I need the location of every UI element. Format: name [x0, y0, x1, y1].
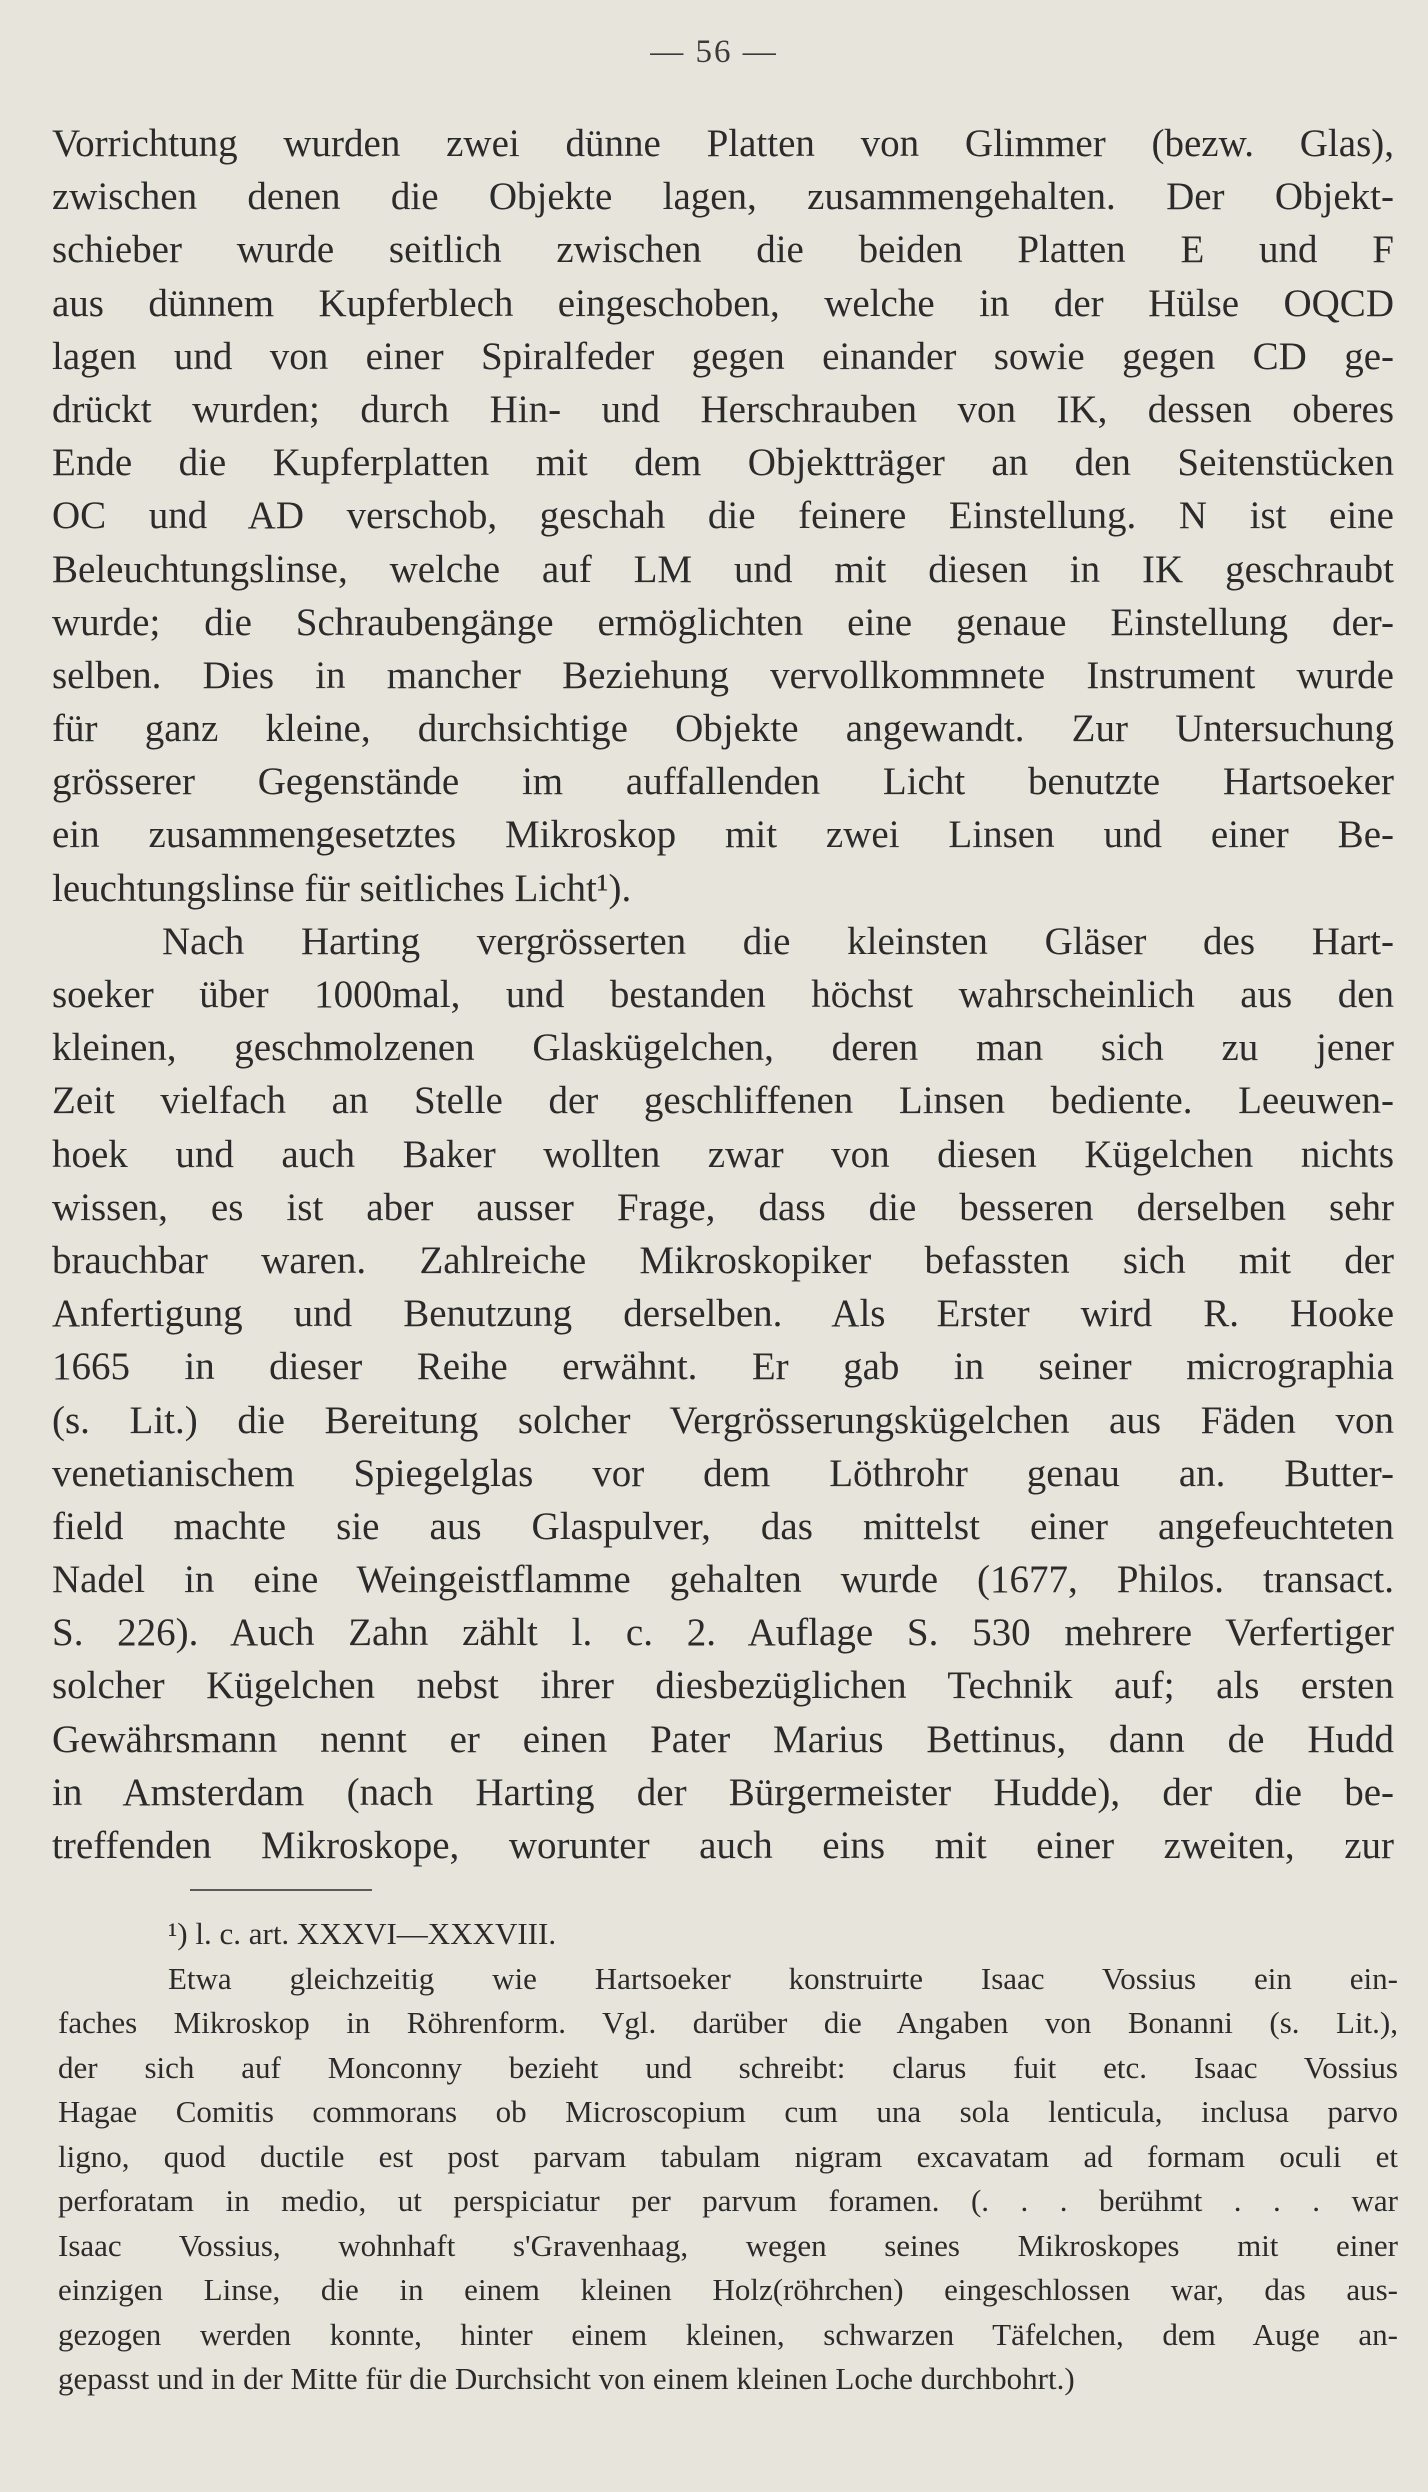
page-number: — 56 — [650, 34, 778, 70]
footnote-line: gepasst und in der Mitte für die Durchsicht von einem kleinen Loche durchbohrt.) [58, 2361, 1075, 2396]
text-line: wissen, es ist aber ausser Frage, dass die besseren derselben sehr [52, 1185, 1394, 1229]
text-line: Nadel in eine Weingeistflamme gehalten wurde (1677, Philos. transact. [52, 1558, 1394, 1602]
text-line: S. 226). Auch Zahn zählt l. c. 2. Auflage S. 530 mehrere Verfertiger [52, 1611, 1394, 1655]
text-line: Gewährsmann nennt er einen Pater Marius Bettinus, dann de Hudd [52, 1717, 1394, 1761]
text-line: solcher Kügelchen nebst ihrer diesbezüglichen Technik auf; als ersten [52, 1664, 1394, 1708]
text-line: Beleuchtungslinse, welche auf LM und mit diesen in IK geschraubt [52, 547, 1394, 591]
main-text-block [52, 117, 1394, 1872]
text-line: schieber wurde seitlich zwischen die beiden Platten E und F [52, 228, 1394, 272]
footnote-line: der sich auf Monconny bezieht und schreibt: clarus fuit etc. Isaac Vossius [58, 2049, 1398, 2085]
text-line: aus dünnem Kupferblech eingeschoben, welche in der Hülse OQCD [52, 281, 1394, 325]
text-line: hoek und auch Baker wollten zwar von diesen Kügelchen nichts [52, 1132, 1394, 1176]
text-line: lagen und von einer Spiralfeder gegen einander sowie gegen CD ge- [52, 334, 1394, 378]
text-line: ein zusammengesetztes Mikroskop mit zwei Linsen und einer Be- [52, 813, 1394, 857]
text-line: zwischen denen die Objekte lagen, zusammengehalten. Der Objekt- [52, 175, 1394, 219]
footnote-block [58, 1912, 1398, 2402]
text-line: 1665 in dieser Reihe erwähnt. Er gab in seiner micrographia [52, 1345, 1394, 1389]
text-line: kleinen, geschmolzenen Glaskügelchen, deren man sich zu jener [52, 1026, 1394, 1070]
text-line: drückt wurden; durch Hin- und Herschrauben von IK, dessen oberes [52, 387, 1394, 431]
text-line-paragraph-start: Nach Harting vergrösserten die kleinsten Gläser des Hart- [162, 919, 1394, 963]
text-line: treffenden Mikroskope, worunter auch eins mit einer zweiten, zur [52, 1824, 1394, 1867]
text-line: Zeit vielfach an Stelle der geschliffenen Linsen bediente. Leeuwen- [52, 1079, 1394, 1123]
text-line: Vorrichtung wurden zwei dünne Platten von Glimmer (bezw. Glas), [52, 122, 1394, 165]
text-line: Ende die Kupferplatten mit dem Objektträger an den Seitenstücken [52, 441, 1394, 485]
footnote-line: Hagae Comitis commorans ob Microscopium cum una sola lenticula, inclusa parvo [58, 2094, 1398, 2129]
text-line: für ganz kleine, durchsichtige Objekte angewandt. Zur Untersuchung [52, 707, 1394, 751]
text-line: selben. Dies in mancher Beziehung vervollkommnete Instrument wurde [52, 653, 1394, 697]
text-line: soeker über 1000mal, und bestanden höchst wahrscheinlich aus den [52, 973, 1394, 1016]
footnote-line: einzigen Linse, die in einem kleinen Holz(röhrchen) eingeschlossen war, das aus- [58, 2272, 1398, 2307]
footnote-line: Etwa gleichzeitig wie Hartsoeker konstruirte Isaac Vossius ein ein- [168, 1960, 1398, 1996]
text-line: (s. Lit.) die Bereitung solcher Vergrösserungskügelchen aus Fäden von [52, 1398, 1394, 1442]
text-line: wurde; die Schraubengänge ermöglichten eine genaue Einstellung der- [52, 600, 1394, 644]
text-line: in Amsterdam (nach Harting der Bürgermeister Hudde), der die be- [52, 1770, 1394, 1814]
text-line: Anfertigung und Benutzung derselben. Als Erster wird R. Hooke [52, 1292, 1394, 1336]
footnote-line: perforatam in medio, ut perspiciatur per parvum foramen. (. . . berühmt . . . war [58, 2183, 1398, 2218]
footnote-line: faches Mikroskop in Röhrenform. Vgl. darüber die Angaben von Bonanni (s. Lit.), [58, 2005, 1398, 2040]
text-line: venetianischem Spiegelglas vor dem Löthrohr genau an. Butter- [52, 1451, 1394, 1495]
footnote-line: Isaac Vossius, wohnhaft s'Gravenhaag, wegen seines Mikroskopes mit einer [58, 2227, 1398, 2263]
text-line: field machte sie aus Glaspulver, das mittelst einer angefeuchteten [52, 1504, 1394, 1548]
footnote-line: ligno, quod ductile est post parvam tabulam nigram excavatam ad formam oculi et [58, 2138, 1398, 2174]
text-line: grösserer Gegenstände im auffallenden Licht benutzte Hartsoeker [52, 760, 1394, 804]
text-line-paragraph-end: leuchtungslinse für seitliches Licht¹). [52, 866, 632, 910]
footnote-divider [190, 1889, 372, 1891]
text-line: brauchbar waren. Zahlreiche Mikroskopiker befassten sich mit der [52, 1238, 1394, 1282]
text-line: OC und AD verschob, geschah die feinere Einstellung. N ist eine [52, 494, 1394, 538]
footnote-line: gezogen werden konnte, hinter einem kleinen, schwarzen Täfelchen, dem Auge an- [58, 2316, 1398, 2352]
footnote-line: ¹) l. c. art. XXXVI—XXXVIII. [168, 1916, 557, 1951]
